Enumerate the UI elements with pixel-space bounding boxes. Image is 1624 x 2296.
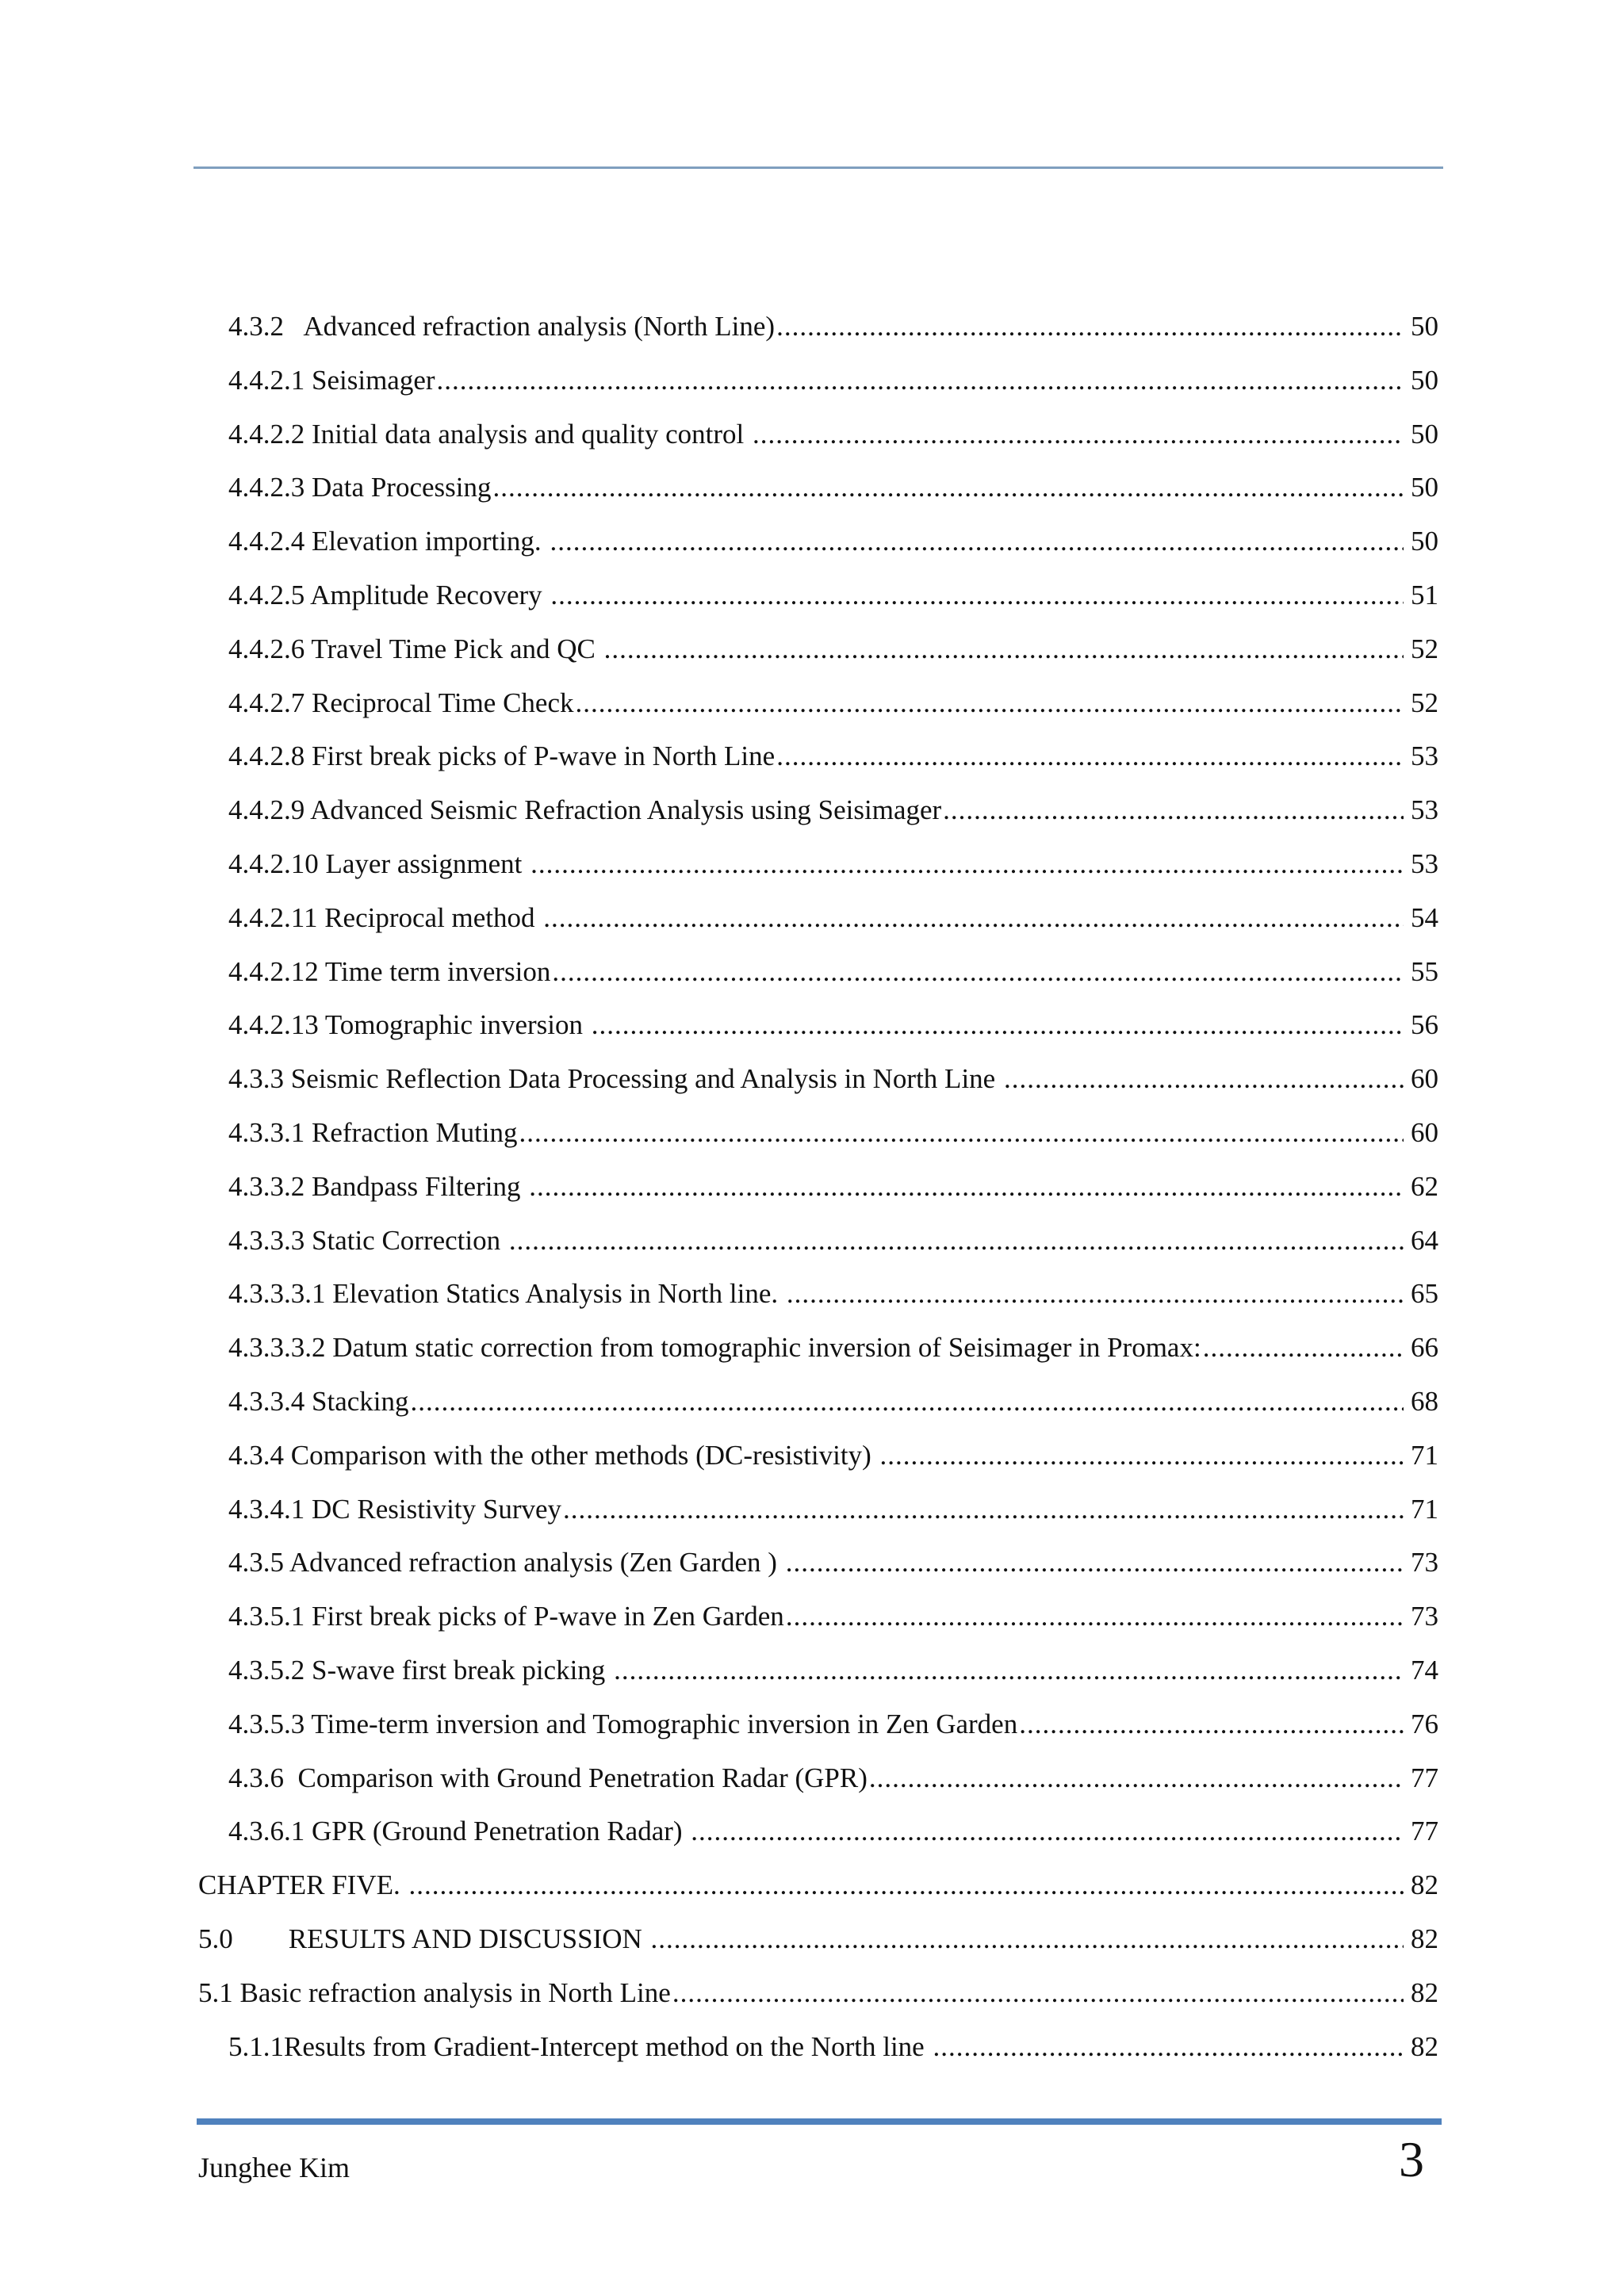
toc-entry[interactable] [198,1912,1438,1966]
toc-entry-page: 64 [1411,1224,1438,1256]
toc-entry[interactable] [198,408,1438,461]
toc-dot-leader [550,515,1404,568]
toc-entry-page: 77 [1411,1816,1438,1847]
toc-dot-leader [787,1267,1404,1321]
toc-entry[interactable] [198,1697,1438,1751]
toc-entry[interactable] [198,568,1438,622]
toc-entry-page: 76 [1411,1708,1438,1739]
toc-entry-page: 53 [1411,740,1438,772]
toc-dot-leader [519,1106,1404,1160]
toc-dot-leader [943,783,1404,837]
table-of-contents [198,300,1438,2073]
toc-entry-page: 56 [1411,1009,1438,1041]
toc-entry[interactable] [198,300,1438,354]
toc-entry-title: 5.1 Basic refraction analysis in North Line [198,1976,671,2008]
toc-entry-title: 4.4.2.11 Reciprocal method [228,901,542,933]
toc-entry-title: 4.3.5.3 Time-term inversion and Tomographic inversion in Zen Garden [228,1708,1018,1739]
toc-dot-leader [437,354,1404,408]
toc-dot-leader [1019,1697,1404,1751]
toc-entry[interactable] [198,998,1438,1052]
toc-entry-title: 4.4.2.1 Seisimager [228,364,435,396]
toc-dot-leader [1203,1321,1404,1375]
toc-entry-page: 65 [1411,1278,1438,1310]
toc-entry-page: 52 [1411,687,1438,718]
toc-entry[interactable] [198,837,1438,891]
toc-entry[interactable] [198,1321,1438,1375]
toc-entry-page: 50 [1411,311,1438,342]
toc-dot-leader [550,568,1404,622]
footer-page-number: 3 [1399,2131,1424,2187]
toc-entry-title: 4.3.5.1 First break picks of P-wave in Zen Garden [228,1601,784,1632]
toc-entry[interactable] [198,1858,1438,1912]
toc-entry[interactable] [198,354,1438,408]
toc-entry-title: CHAPTER FIVE. [198,1869,408,1901]
toc-entry[interactable] [198,1536,1438,1590]
toc-entry-title: 4.4.2.12 Time term inversion [228,955,551,987]
header-rule [193,166,1443,169]
toc-entry-title: 5.1.1Results from Gradient-Intercept method on the North line [228,2030,932,2062]
toc-dot-leader [786,1590,1404,1644]
toc-entry-page: 73 [1411,1547,1438,1578]
toc-entry[interactable] [198,622,1438,676]
toc-entry-title: 4.4.2.9 Advanced Seismic Refraction Analysis using Seisimager [228,794,942,826]
toc-entry-page: 82 [1411,1976,1438,2008]
toc-dot-leader [869,1751,1404,1805]
toc-entry[interactable] [198,1267,1438,1321]
footer-author: Junghee Kim [198,2152,350,2183]
toc-entry[interactable] [198,1751,1438,1805]
toc-entry[interactable] [198,1052,1438,1106]
toc-entry[interactable] [198,1214,1438,1268]
toc-entry-page: 51 [1411,579,1438,610]
toc-entry-page: 82 [1411,2030,1438,2062]
toc-entry-title: 4.3.4 Comparison with the other methods (DC-resistivity) [228,1439,879,1471]
toc-entry[interactable] [198,1483,1438,1536]
toc-entry-title: 4.3.6 Comparison with Ground Penetration Radar (GPR) [228,1762,868,1793]
toc-entry[interactable] [198,729,1438,783]
toc-dot-leader [576,676,1404,730]
toc-entry-page: 66 [1411,1332,1438,1364]
toc-entry-page: 77 [1411,1762,1438,1793]
toc-dot-leader [614,1644,1404,1697]
toc-entry[interactable] [198,1966,1438,2020]
toc-dot-leader [776,729,1404,783]
toc-entry-page: 82 [1411,1923,1438,1954]
toc-entry[interactable] [198,1160,1438,1214]
toc-entry-title: 4.3.3.3 Static Correction [228,1224,508,1256]
toc-entry-title: 4.4.2.7 Reciprocal Time Check [228,687,574,718]
toc-entry-title: 4.3.4.1 DC Resistivity Survey [228,1493,562,1525]
toc-entry-page: 71 [1411,1439,1438,1471]
toc-entry[interactable] [198,461,1438,515]
toc-entry-title: 4.4.2.3 Data Processing [228,472,492,503]
toc-entry-title: 5.0 RESULTS AND DISCUSSION [198,1923,649,1954]
toc-dot-leader [492,461,1404,515]
toc-dot-leader [592,998,1404,1052]
toc-entry-page: 60 [1411,1063,1438,1095]
toc-entry[interactable] [198,2020,1438,2074]
toc-dot-leader [880,1429,1404,1483]
toc-entry-page: 52 [1411,633,1438,664]
toc-entry-page: 53 [1411,794,1438,826]
toc-entry-title: 4.4.2.2 Initial data analysis and quality control [228,418,752,450]
toc-entry-title: 4.3.3.4 Stacking [228,1385,409,1417]
toc-entry[interactable] [198,1429,1438,1483]
toc-entry[interactable] [198,1804,1438,1858]
toc-entry-title: 4.4.2.4 Elevation importing. [228,526,549,557]
toc-entry-title: 4.3.3.1 Refraction Muting [228,1116,518,1148]
toc-entry-page: 50 [1411,418,1438,450]
toc-entry-page: 50 [1411,526,1438,557]
toc-dot-leader [753,408,1404,461]
toc-entry-title: 4.4.2.5 Amplitude Recovery [228,579,550,610]
toc-entry-title: 4.4.2.10 Layer assignment [228,848,530,879]
toc-entry-title: 4.3.3.3.1 Elevation Statics Analysis in North line. [228,1278,785,1310]
toc-entry[interactable] [198,1375,1438,1429]
toc-entry-title: 4.3.5 Advanced refraction analysis (Zen Garden ) [228,1547,784,1578]
toc-entry-page: 60 [1411,1116,1438,1148]
toc-dot-leader [651,1912,1404,1966]
toc-entry[interactable] [198,891,1438,945]
toc-entry-page: 55 [1411,955,1438,987]
toc-entry-title: 4.4.2.8 First break picks of P-wave in North Line [228,740,776,772]
toc-dot-leader [672,1966,1404,2020]
toc-dot-leader [552,945,1404,999]
toc-entry-title: 4.3.3.2 Bandpass Filtering [228,1170,528,1202]
toc-entry-page: 50 [1411,472,1438,503]
toc-entry[interactable] [198,1106,1438,1160]
toc-entry-page: 73 [1411,1601,1438,1632]
toc-dot-leader [786,1536,1404,1590]
toc-dot-leader [543,891,1404,945]
toc-entry-page: 68 [1411,1385,1438,1417]
footer-rule [197,2118,1442,2125]
toc-dot-leader [409,1858,1404,1912]
toc-entry-title: 4.3.2 Advanced refraction analysis (North Line) [228,311,776,342]
toc-dot-leader [509,1214,1404,1268]
toc-entry-page: 74 [1411,1654,1438,1686]
toc-dot-leader [529,1160,1404,1214]
toc-entry-page: 54 [1411,901,1438,933]
toc-dot-leader [776,300,1404,354]
toc-entry[interactable] [198,515,1438,568]
toc-dot-leader [530,837,1404,891]
toc-entry[interactable] [198,1590,1438,1644]
toc-entry-title: 4.4.2.6 Travel Time Pick and QC [228,633,603,664]
toc-entry-page: 71 [1411,1493,1438,1525]
toc-dot-leader [933,2020,1404,2074]
toc-dot-leader [1004,1052,1404,1106]
toc-entry-page: 82 [1411,1869,1438,1901]
toc-entry-title: 4.3.3.3.2 Datum static correction from tomographic inversion of Seisimager in Promax: [228,1332,1201,1364]
toc-entry[interactable] [198,945,1438,999]
toc-entry[interactable] [198,1644,1438,1697]
toc-dot-leader [410,1375,1404,1429]
toc-entry-title: 4.3.6.1 GPR (Ground Penetration Radar) [228,1816,690,1847]
toc-entry[interactable] [198,783,1438,837]
toc-entry-title: 4.3.3 Seismic Reflection Data Processing and Analysis in North Line [228,1063,1002,1095]
toc-dot-leader [604,622,1404,676]
toc-entry-title: 4.4.2.13 Tomographic inversion [228,1009,590,1041]
toc-entry-page: 53 [1411,848,1438,879]
toc-entry[interactable] [198,676,1438,730]
toc-entry-page: 50 [1411,364,1438,396]
toc-entry-page: 62 [1411,1170,1438,1202]
toc-dot-leader [691,1804,1404,1858]
toc-entry-title: 4.3.5.2 S-wave first break picking [228,1654,613,1686]
toc-dot-leader [563,1483,1404,1536]
